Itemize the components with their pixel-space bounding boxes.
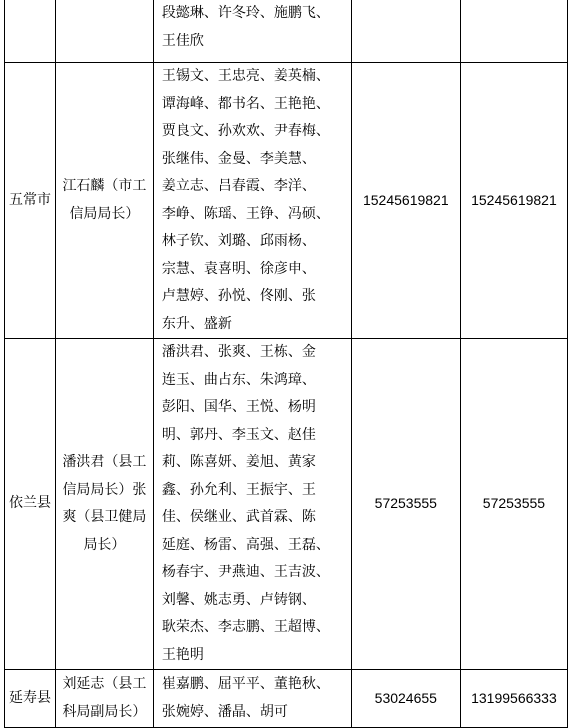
table-row <box>5 339 568 670</box>
name-line: 张继伟、金曼、李美慧、 <box>161 150 316 167</box>
name-line: 佳、侯继业、武首霖、陈 <box>161 509 316 525</box>
name-line: 莉、陈喜妍、姜旭、黄家 <box>161 454 316 470</box>
staff-names-cell <box>153 63 351 339</box>
name-line: 宗慧、袁喜明、徐彦申、 <box>161 260 316 277</box>
table-row <box>5 0 568 63</box>
name-line: 王佳欣 <box>161 32 204 49</box>
mobile-cell: 13199566333 <box>460 670 567 728</box>
name-line: 王锡文、王忠亮、姜英楠、 <box>161 68 330 84</box>
staff-names-cell <box>153 0 351 63</box>
name-line: 鑫、孙允利、王振宇、王 <box>161 481 316 498</box>
leader-cell <box>55 0 153 63</box>
name-line: 卢慧婷、孙悦、佟刚、张 <box>161 288 316 304</box>
phone-cell: 57253555 <box>351 339 460 670</box>
name-line: 耿荣杰、李志鹏、王超博、 <box>161 619 330 635</box>
table-row <box>5 63 568 339</box>
mobile-cell: 57253555 <box>460 339 567 670</box>
name-line: 谭海峰、都书名、王艳艳、 <box>161 95 330 112</box>
leader-cell: 潘洪君（县工信局局长）张爽（县卫健局局长） <box>55 339 153 670</box>
name-line: 连玉、曲占东、朱鸿璋、 <box>161 371 316 388</box>
name-line: 彭阳、国华、王悦、杨明 <box>161 399 316 415</box>
mobile-cell: 15245619821 <box>460 63 567 339</box>
contact-table <box>4 0 568 728</box>
staff-names-cell <box>153 670 351 728</box>
name-line: 张婉婷、潘晶、胡可 <box>161 703 288 720</box>
name-line: 王艳明 <box>161 646 204 663</box>
name-line: 东升、盛新 <box>161 315 232 332</box>
phone-cell <box>351 0 460 63</box>
name-line: 林子钦、刘璐、邱雨杨、 <box>161 233 316 249</box>
leader-cell: 刘延志（县工科局副局长） <box>55 670 153 728</box>
region-cell: 延寿县 <box>5 670 56 728</box>
table-row <box>5 670 568 728</box>
leader-cell: 江石麟（市工信局局长） <box>55 63 153 339</box>
mobile-cell <box>460 0 567 63</box>
name-line: 李峥、陈瑶、王铮、冯硕、 <box>161 205 330 222</box>
region-cell: 依兰县 <box>5 339 56 670</box>
name-line: 杨春宇、尹燕迪、王吉波、 <box>161 564 330 580</box>
region-cell <box>5 0 56 63</box>
name-line: 刘馨、姚志勇、卢铸钢、 <box>161 591 316 608</box>
name-line: 明、郭丹、李玉文、赵佳 <box>161 426 316 443</box>
name-line: 潘洪君、张爽、王栋、金 <box>161 344 316 360</box>
staff-names-cell <box>153 339 351 670</box>
name-line: 崔嘉鹏、屈平平、董艳秋、 <box>161 676 330 692</box>
name-line: 段懿琳、许冬玲、施鹏飞、 <box>161 5 330 21</box>
region-cell: 五常市 <box>5 63 56 339</box>
phone-cell: 53024655 <box>351 670 460 728</box>
name-line: 贾良文、孙欢欢、尹春梅、 <box>161 123 330 139</box>
name-line: 延庭、杨雷、高强、王磊、 <box>161 536 330 553</box>
name-line: 姜立志、吕春霞、李洋、 <box>161 178 316 194</box>
phone-cell: 15245619821 <box>351 63 460 339</box>
